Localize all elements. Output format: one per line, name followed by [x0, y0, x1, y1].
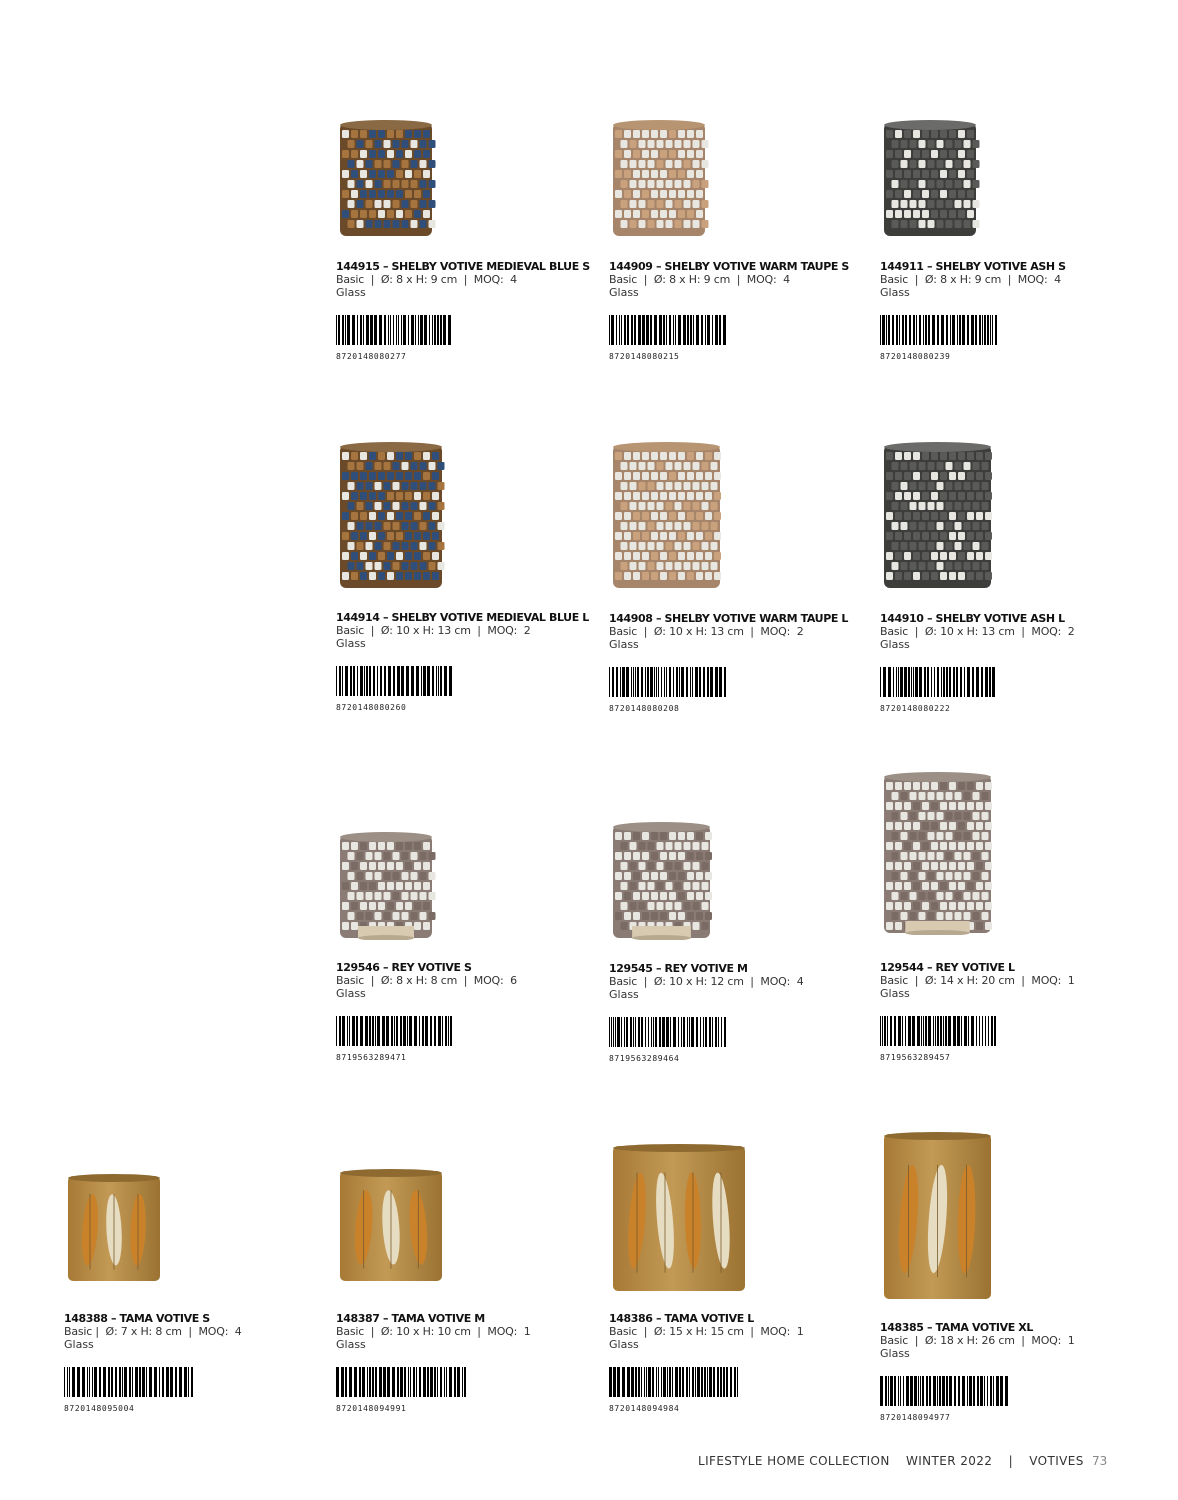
product-name: SHELBY VOTIVE WARM TAUPE S — [664, 260, 849, 273]
title-dash: – — [923, 961, 936, 974]
product-name: SHELBY VOTIVE ASH S — [935, 260, 1066, 273]
product-name: TAMA VOTIVE S — [119, 1312, 210, 1325]
page-footer — [698, 1454, 1084, 1468]
product-specs: Basic | Ø: 8 x H: 8 cm | MOQ: 6 — [336, 974, 517, 987]
product-image — [609, 440, 724, 590]
product-specs: Basic | Ø: 8 x H: 9 cm | MOQ: 4 — [336, 273, 517, 286]
title-dash: – — [379, 260, 392, 273]
footer-collection: LIFESTYLE HOME COLLECTION — [698, 1454, 890, 1468]
product-name: REY VOTIVE M — [664, 962, 748, 975]
product-material: Glass — [609, 638, 639, 651]
page-number: 73 — [1092, 1454, 1108, 1468]
title-dash: – — [107, 1312, 120, 1325]
product-title — [336, 260, 590, 273]
product-image — [609, 118, 709, 238]
product-code: 144911 — [880, 260, 924, 273]
product-title — [880, 612, 1065, 625]
barcode — [880, 315, 997, 345]
product-name: SHELBY VOTIVE MEDIEVAL BLUE S — [391, 260, 590, 273]
product-code: 144914 — [336, 611, 380, 624]
barcode — [64, 1367, 194, 1397]
title-dash: – — [379, 611, 392, 624]
product-code: 148385 — [880, 1321, 924, 1334]
product-material: Glass — [336, 637, 366, 650]
product-title — [336, 961, 472, 974]
title-dash: – — [379, 1312, 392, 1325]
product-code: 148386 — [609, 1312, 653, 1325]
product-code: 129545 — [609, 962, 653, 975]
product-name: SHELBY VOTIVE ASH L — [935, 612, 1065, 625]
ean-number: 8720148080260 — [336, 703, 407, 712]
product-code: 148387 — [336, 1312, 380, 1325]
barcode — [336, 1367, 466, 1397]
ean-number: 8719563289471 — [336, 1053, 407, 1062]
product-name: TAMA VOTIVE XL — [935, 1321, 1033, 1334]
product-image — [609, 1140, 749, 1295]
product-material: Glass — [609, 286, 639, 299]
product-material: Glass — [336, 1338, 366, 1351]
product-specs: Basic | Ø: 7 x H: 8 cm | MOQ: 4 — [64, 1325, 242, 1338]
ean-number: 8719563289457 — [880, 1053, 951, 1062]
ean-number: 8719563289464 — [609, 1054, 680, 1063]
product-image — [609, 820, 714, 940]
product-name: REY VOTIVE S — [391, 961, 472, 974]
product-name: SHELBY VOTIVE WARM TAUPE L — [664, 612, 849, 625]
ean-number: 8720148080239 — [880, 352, 951, 361]
product-title — [880, 260, 1066, 273]
ean-number: 8720148095004 — [64, 1404, 135, 1413]
product-title — [609, 260, 849, 273]
title-dash: – — [652, 260, 665, 273]
product-code: 144908 — [609, 612, 653, 625]
ean-number: 8720148094977 — [880, 1413, 951, 1422]
product-image — [880, 440, 995, 590]
title-dash: – — [923, 260, 936, 273]
ean-number: 8720148094991 — [336, 1404, 407, 1413]
product-image — [336, 830, 436, 940]
product-specs: Basic | Ø: 14 x H: 20 cm | MOQ: 1 — [880, 974, 1075, 987]
ean-number: 8720148080277 — [336, 352, 407, 361]
product-title — [609, 612, 848, 625]
barcode — [336, 1016, 453, 1046]
product-specs: Basic | Ø: 18 x H: 26 cm | MOQ: 1 — [880, 1334, 1075, 1347]
product-code: 129546 — [336, 961, 380, 974]
product-name: REY VOTIVE L — [935, 961, 1015, 974]
title-dash: – — [652, 612, 665, 625]
product-material: Glass — [336, 987, 366, 1000]
product-material: Glass — [880, 987, 910, 1000]
product-title — [880, 961, 1015, 974]
product-material: Glass — [880, 1347, 910, 1360]
product-code: 144910 — [880, 612, 924, 625]
ean-number: 8720148080208 — [609, 704, 680, 713]
ean-number: 8720148080215 — [609, 352, 680, 361]
barcode — [336, 666, 453, 696]
product-image — [880, 1128, 995, 1303]
barcode — [880, 667, 997, 697]
product-specs: Basic | Ø: 8 x H: 9 cm | MOQ: 4 — [609, 273, 790, 286]
product-material: Glass — [609, 988, 639, 1001]
product-specs: Basic | Ø: 10 x H: 13 cm | MOQ: 2 — [609, 625, 804, 638]
product-image — [336, 1165, 446, 1285]
ean-number: 8720148094984 — [609, 1404, 680, 1413]
product-title — [609, 962, 748, 975]
barcode — [880, 1016, 997, 1046]
product-specs: Basic | Ø: 8 x H: 9 cm | MOQ: 4 — [880, 273, 1061, 286]
product-name: SHELBY VOTIVE MEDIEVAL BLUE L — [391, 611, 589, 624]
product-specs: Basic | Ø: 10 x H: 10 cm | MOQ: 1 — [336, 1325, 531, 1338]
product-code: 144909 — [609, 260, 653, 273]
product-code: 129544 — [880, 961, 924, 974]
ean-number: 8720148080222 — [880, 704, 951, 713]
product-title — [336, 611, 589, 624]
product-title — [336, 1312, 485, 1325]
title-dash: – — [652, 962, 665, 975]
barcode — [609, 1017, 726, 1047]
product-name: TAMA VOTIVE M — [391, 1312, 485, 1325]
product-material: Glass — [336, 286, 366, 299]
barcode — [880, 1376, 1010, 1406]
product-material: Glass — [880, 638, 910, 651]
product-image — [880, 118, 980, 238]
product-name: TAMA VOTIVE L — [664, 1312, 754, 1325]
product-material: Glass — [880, 286, 910, 299]
product-material: Glass — [64, 1338, 94, 1351]
barcode — [609, 315, 726, 345]
product-material: Glass — [609, 1338, 639, 1351]
product-image — [336, 118, 436, 238]
product-title — [64, 1312, 210, 1325]
title-dash: – — [652, 1312, 665, 1325]
barcode — [336, 315, 453, 345]
title-dash: – — [923, 1321, 936, 1334]
product-image — [880, 770, 995, 935]
title-dash: – — [379, 961, 392, 974]
title-dash: – — [923, 612, 936, 625]
product-image — [64, 1170, 164, 1285]
product-code: 148388 — [64, 1312, 108, 1325]
product-code: 144915 — [336, 260, 380, 273]
footer-season: WINTER 2022 — [905, 1454, 993, 1468]
product-image — [336, 440, 446, 590]
product-specs: Basic | Ø: 10 x H: 13 cm | MOQ: 2 — [880, 625, 1075, 638]
product-title — [609, 1312, 754, 1325]
product-title — [880, 1321, 1033, 1334]
product-specs: Basic | Ø: 10 x H: 13 cm | MOQ: 2 — [336, 624, 531, 637]
product-specs: Basic | Ø: 15 x H: 15 cm | MOQ: 1 — [609, 1325, 804, 1338]
product-specs: Basic | Ø: 10 x H: 12 cm | MOQ: 4 — [609, 975, 804, 988]
footer-category: VOTIVES — [1029, 1454, 1084, 1468]
footer-separator: | — [1008, 1454, 1014, 1468]
barcode — [609, 667, 726, 697]
barcode — [609, 1367, 739, 1397]
